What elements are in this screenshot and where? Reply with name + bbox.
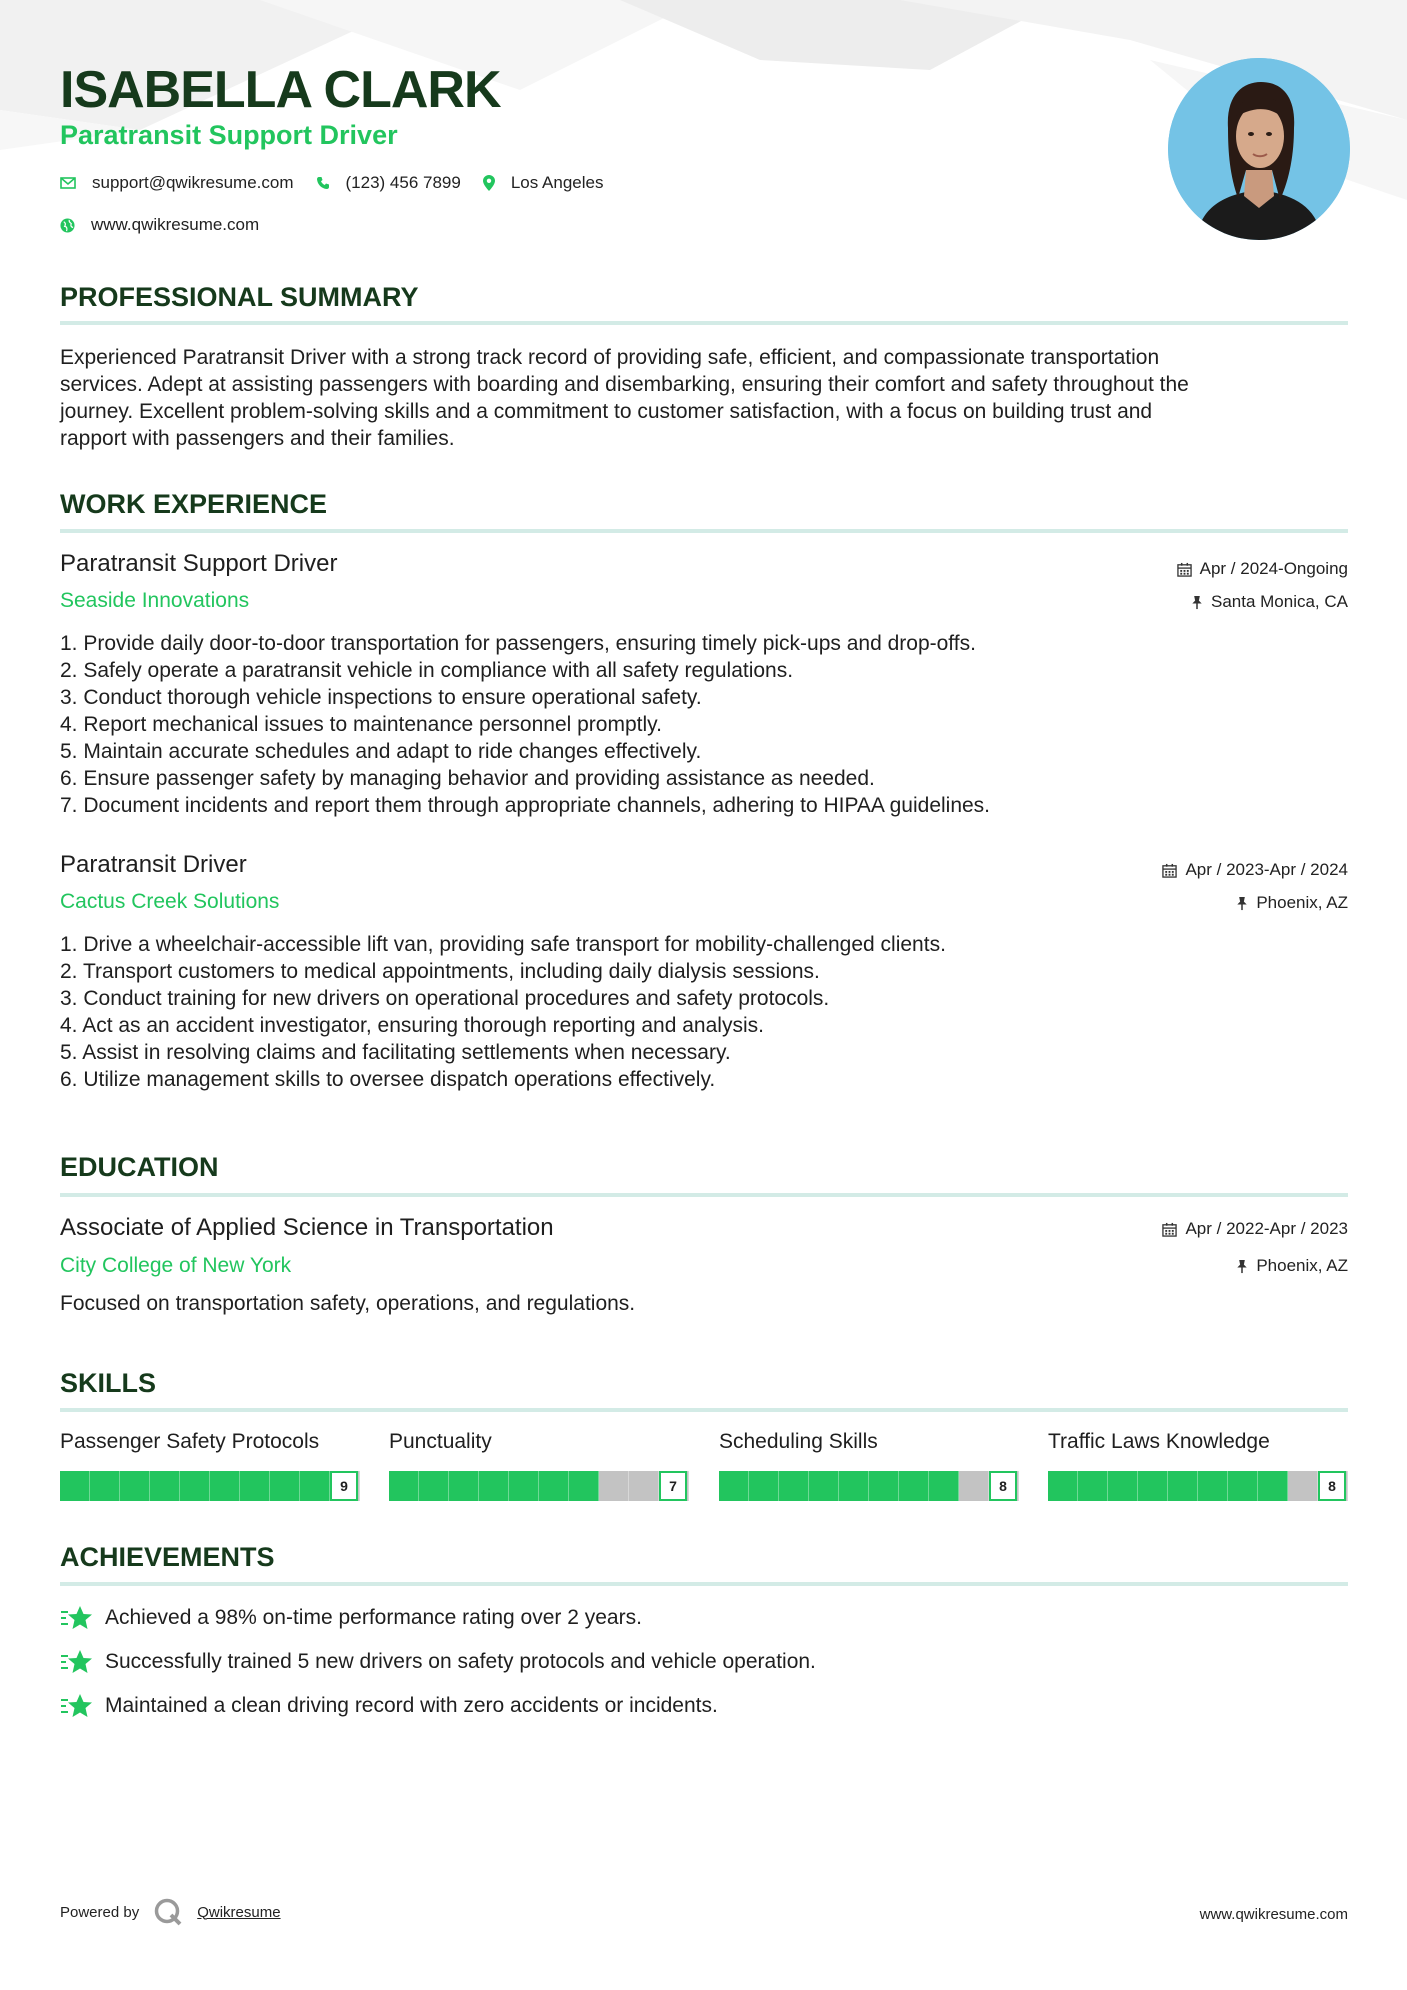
candidate-name: ISABELLA CLARK <box>60 61 501 119</box>
star-icon <box>60 1604 93 1631</box>
phone-icon <box>316 176 330 190</box>
education-location <box>1236 1256 1348 1276</box>
skill-bar-segment <box>1258 1471 1288 1501</box>
skill-rating-value: 7 <box>659 1471 687 1501</box>
summary-line: rapport with passengers and their families. <box>60 427 455 450</box>
summary-text <box>60 344 1348 452</box>
skill-bar-segment <box>569 1471 599 1501</box>
website-text: www.qwikresume.com <box>91 215 260 234</box>
skill-bar-segment <box>60 1471 90 1501</box>
skill-bar-segment <box>629 1471 659 1501</box>
section-divider <box>60 1582 1348 1586</box>
map-pin-icon <box>483 175 495 191</box>
skill-bar-segment <box>779 1471 809 1501</box>
skill-bar-segment <box>959 1471 989 1501</box>
achievement-text: Achieved a 98% on-time performance rating over 2 years. <box>105 1605 642 1629</box>
location-text: Phoenix, AZ <box>1256 1256 1348 1275</box>
achievement-item <box>60 1692 718 1719</box>
list-item: 7. Document incidents and report them through appropriate channels, adhering to HIPAA guidelines. <box>60 794 991 817</box>
skill-bar-segment <box>240 1471 270 1501</box>
powered-by-text: Powered by <box>60 1903 140 1921</box>
skill-bar-segment <box>479 1471 509 1501</box>
section-divider <box>60 1408 1348 1412</box>
skill-rating-bar <box>60 1471 360 1501</box>
profile-photo-illustration <box>1168 58 1350 240</box>
envelope-icon <box>60 177 76 189</box>
calendar-icon <box>1162 1222 1177 1237</box>
job-company: Cactus Creek Solutions <box>60 890 280 913</box>
skill-rating-value: 8 <box>989 1471 1017 1501</box>
skill-bar-segment <box>120 1471 150 1501</box>
job-role: Paratransit Driver <box>60 851 247 878</box>
skill-rating-bar <box>389 1471 689 1501</box>
location-text: Santa Monica, CA <box>1210 592 1348 611</box>
skill-bar-segment <box>1228 1471 1258 1501</box>
qwikresume-link[interactable]: Qwikresume <box>197 1903 281 1921</box>
education-description: Focused on transportation safety, operations, and regulations. <box>60 1292 636 1315</box>
qwikresume-logo-icon <box>153 1897 183 1927</box>
skill-bar-segment <box>509 1471 539 1501</box>
skill-item <box>389 1430 689 1501</box>
calendar-icon <box>1177 562 1192 577</box>
achievements-heading: ACHIEVEMENTS <box>60 1542 275 1572</box>
contact-row-website <box>60 215 281 235</box>
skill-bar-segment <box>1138 1471 1168 1501</box>
skill-bar-segment <box>929 1471 959 1501</box>
achievement-text: Successfully trained 5 new drivers on safety protocols and vehicle operation. <box>105 1649 816 1673</box>
job-location <box>1191 592 1348 612</box>
skill-bar-segment <box>419 1471 449 1501</box>
contact-row <box>60 173 625 193</box>
calendar-icon <box>1162 863 1177 878</box>
contact-phone[interactable] <box>316 173 461 193</box>
summary-heading: PROFESSIONAL SUMMARY <box>60 282 419 312</box>
skill-bar-segment <box>150 1471 180 1501</box>
profile-photo <box>1168 58 1350 240</box>
job-responsibilities <box>60 630 990 819</box>
skill-bar-segment <box>839 1471 869 1501</box>
list-item: 2. Safely operate a paratransit vehicle in compliance with all safety regulations. <box>60 659 794 682</box>
section-divider <box>60 529 1348 533</box>
location-text: Los Angeles <box>510 173 604 192</box>
education-school: City College of New York <box>60 1254 292 1277</box>
skill-label: Traffic Laws Knowledge <box>1048 1430 1270 1453</box>
education-heading: EDUCATION <box>60 1152 219 1182</box>
achievement-text: Maintained a clean driving record with zero accidents or incidents. <box>105 1693 718 1717</box>
skill-bar-segment <box>1168 1471 1198 1501</box>
list-item: 6. Ensure passenger safety by managing behavior and providing assistance as needed. <box>60 767 875 790</box>
skill-bar-segment <box>869 1471 899 1501</box>
list-item: 4. Act as an accident investigator, ensuring thorough reporting and analysis. <box>60 1014 764 1037</box>
skills-heading: SKILLS <box>60 1368 157 1398</box>
skill-item <box>719 1430 1019 1501</box>
skill-bar-segment <box>599 1471 629 1501</box>
skill-bar-segment <box>180 1471 210 1501</box>
skill-bar-segment <box>90 1471 120 1501</box>
list-item: 4. Report mechanical issues to maintenance personnel promptly. <box>60 713 662 736</box>
list-item: 1. Provide daily door-to-door transportation for passengers, ensuring timely pick-ups and drop-offs. <box>60 632 976 655</box>
list-item: 1. Drive a wheelchair-accessible lift van, providing safe transport for mobility-challenged clients. <box>60 933 946 956</box>
dates-text: Apr / 2023-Apr / 2024 <box>1185 860 1348 879</box>
skill-rating-value: 8 <box>1318 1471 1346 1501</box>
job-role: Paratransit Support Driver <box>60 550 338 577</box>
list-item: 5. Assist in resolving claims and facilitating settlements when necessary. <box>60 1041 731 1064</box>
phone-text: (123) 456 7899 <box>345 173 461 192</box>
education-dates <box>1162 1219 1348 1239</box>
pushpin-icon <box>1236 1259 1248 1274</box>
skill-label: Punctuality <box>389 1430 492 1453</box>
skill-bar-segment <box>809 1471 839 1501</box>
job-dates <box>1162 860 1348 880</box>
section-divider <box>60 321 1348 325</box>
achievement-item <box>60 1604 642 1631</box>
contact-location <box>483 173 604 193</box>
skill-bar-segment <box>1198 1471 1228 1501</box>
skill-bar-segment <box>300 1471 330 1501</box>
skill-bar-segment <box>1078 1471 1108 1501</box>
pushpin-icon <box>1191 595 1203 610</box>
list-item: 2. Transport customers to medical appointments, including daily dialysis sessions. <box>60 960 820 983</box>
skill-item <box>1048 1430 1348 1501</box>
skill-bar-segment <box>539 1471 569 1501</box>
section-divider <box>60 1193 1348 1197</box>
globe-icon <box>60 218 75 233</box>
skill-bar-segment <box>1288 1471 1318 1501</box>
skill-bar-segment <box>210 1471 240 1501</box>
skill-bar-segment <box>719 1471 749 1501</box>
dates-text: Apr / 2022-Apr / 2023 <box>1185 1219 1348 1238</box>
location-text: Phoenix, AZ <box>1256 893 1348 912</box>
skill-bar-segment <box>1048 1471 1078 1501</box>
skill-bar-segment <box>1108 1471 1138 1501</box>
skill-bar-segment <box>449 1471 479 1501</box>
job-responsibilities <box>60 931 946 1093</box>
job-company: Seaside Innovations <box>60 589 250 612</box>
star-icon <box>60 1692 93 1719</box>
education-degree: Associate of Applied Science in Transportation <box>60 1214 554 1241</box>
footer-powered-by <box>60 1897 281 1927</box>
skill-rating-value: 9 <box>330 1471 358 1501</box>
skill-bar-segment <box>389 1471 419 1501</box>
job-dates <box>1177 559 1348 579</box>
email-text: support@qwikresume.com <box>92 173 294 192</box>
skill-rating-bar <box>719 1471 1019 1501</box>
skill-item <box>60 1430 360 1501</box>
dates-text: Apr / 2024-Ongoing <box>1199 559 1348 578</box>
list-item: 3. Conduct training for new drivers on operational procedures and safety protocols. <box>60 987 830 1010</box>
achievement-item <box>60 1648 816 1675</box>
footer-website-link[interactable]: www.qwikresume.com <box>1199 1906 1348 1923</box>
summary-line: services. Adept at assisting passengers with boarding and disembarking, ensuring their comfort and safety throughout the <box>60 373 1189 396</box>
skill-label: Scheduling Skills <box>719 1430 878 1453</box>
summary-line: journey. Excellent problem-solving skills and a commitment to customer satisfaction, with a focus on building trust and <box>60 400 1153 423</box>
skill-label: Passenger Safety Protocols <box>60 1430 320 1453</box>
experience-heading: WORK EXPERIENCE <box>60 489 328 519</box>
pushpin-icon <box>1236 896 1248 911</box>
summary-line: Experienced Paratransit Driver with a strong track record of providing safe, efficient, and compassionate transportation <box>60 346 1160 369</box>
skill-bar-segment <box>270 1471 300 1501</box>
star-icon <box>60 1648 93 1675</box>
candidate-title: Paratransit Support Driver <box>60 120 398 150</box>
skill-bar-segment <box>899 1471 929 1501</box>
list-item: 6. Utilize management skills to oversee dispatch operations effectively. <box>60 1068 716 1091</box>
contact-website[interactable] <box>60 215 259 235</box>
list-item: 5. Maintain accurate schedules and adapt to ride changes effectively. <box>60 740 702 763</box>
contact-email[interactable] <box>60 173 294 193</box>
skill-rating-bar <box>1048 1471 1348 1501</box>
skill-bar-segment <box>749 1471 779 1501</box>
job-location <box>1236 893 1348 913</box>
list-item: 3. Conduct thorough vehicle inspections to ensure operational safety. <box>60 686 702 709</box>
